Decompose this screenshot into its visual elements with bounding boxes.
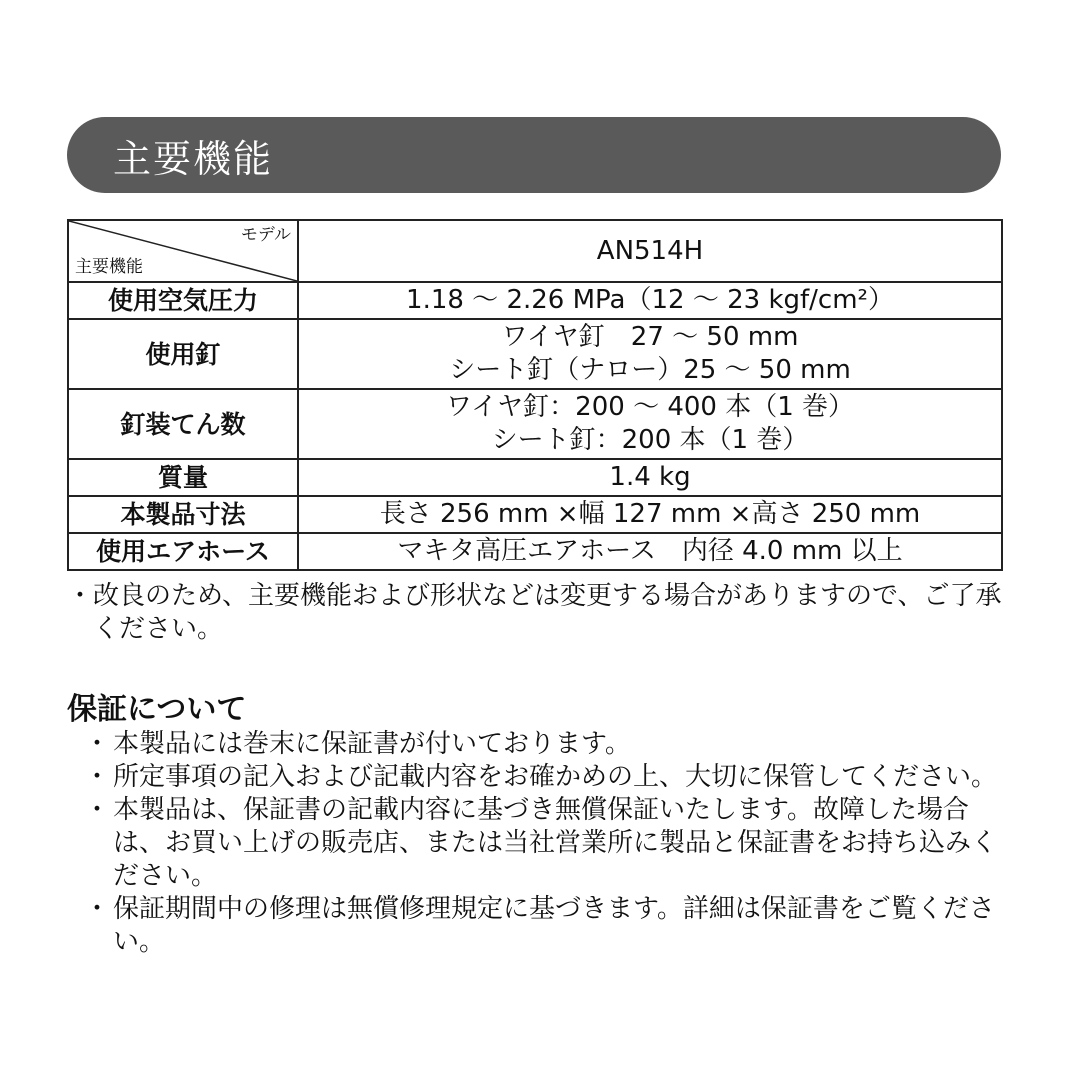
value-line: シート釘：200 本（1 巻） — [491, 425, 809, 455]
table-row — [68, 459, 1002, 496]
row-value — [298, 496, 1002, 533]
list-item-text: 所定事項の記入および記載内容をお確かめの上、大切に保管してください。 — [113, 762, 998, 792]
table-row — [68, 319, 1002, 389]
bullet: ・ — [84, 795, 111, 825]
row-value — [298, 459, 1002, 496]
value-line: ワイヤ釘：200 ～ 400 本（1 巻） — [445, 392, 855, 422]
table-row — [68, 533, 1002, 570]
row-label: 本製品寸法 — [68, 496, 298, 533]
improvement-note — [67, 580, 1007, 646]
row-label: 釘装てん数 — [68, 389, 298, 459]
value-line: 1.4 kg — [609, 462, 691, 492]
table-row — [68, 282, 1002, 319]
list-item-text: 保証期間中の修理は無償修理規定に基づきます。詳細は保証書をご覧ください。 — [113, 894, 995, 957]
row-value — [298, 282, 1002, 319]
row-value — [298, 389, 1002, 459]
corner-cell — [68, 220, 298, 282]
row-value — [298, 533, 1002, 570]
corner-model-label: モデル — [240, 225, 291, 245]
bullet: ・ — [67, 581, 94, 611]
list-item-text: 本製品は、保証書の記載内容に基づき無償保証いたします。故障した場合は、お買い上げの販売店、または当社営業所に製品と保証書をお持ち込みください。 — [113, 795, 998, 891]
list-item — [84, 893, 1004, 959]
value-line: 長さ 256 mm ×幅 127 mm ×高さ 250 mm — [379, 499, 921, 529]
section-header — [67, 117, 1001, 193]
spec-table — [67, 219, 1003, 571]
table-row — [68, 496, 1002, 533]
value-line: ワイヤ釘 27 ～ 50 mm — [501, 322, 799, 352]
list-item — [84, 761, 1004, 794]
bullet: ・ — [84, 729, 111, 759]
warranty-heading: 保証について — [67, 692, 247, 727]
table-row-model — [68, 220, 1002, 282]
row-label: 質量 — [68, 459, 298, 496]
note-text: 改良のため、主要機能および形状などは変更する場合がありますので、ご了承ください。 — [93, 581, 1002, 644]
model-name: AN514H — [298, 220, 1002, 282]
value-line: 1.18 ～ 2.26 MPa（12 ～ 23 kgf/cm²） — [406, 285, 894, 315]
corner-function-label: 主要機能 — [75, 257, 143, 277]
value-line: マキタ高圧エアホース 内径 4.0 mm 以上 — [397, 536, 903, 566]
bullet: ・ — [84, 762, 111, 792]
bullet: ・ — [84, 894, 111, 924]
list-item — [84, 794, 1004, 893]
row-value — [298, 319, 1002, 389]
value-line: シート釘（ナロー）25 ～ 50 mm — [449, 355, 851, 385]
list-item — [84, 728, 1004, 761]
table-row — [68, 389, 1002, 459]
row-label: 使用エアホース — [68, 533, 298, 570]
section-title: 主要機能 — [113, 136, 274, 181]
list-item-text: 本製品には巻末に保証書が付いております。 — [113, 729, 631, 759]
row-label: 使用釘 — [68, 319, 298, 389]
warranty-list — [84, 728, 1004, 959]
row-label: 使用空気圧力 — [68, 282, 298, 319]
